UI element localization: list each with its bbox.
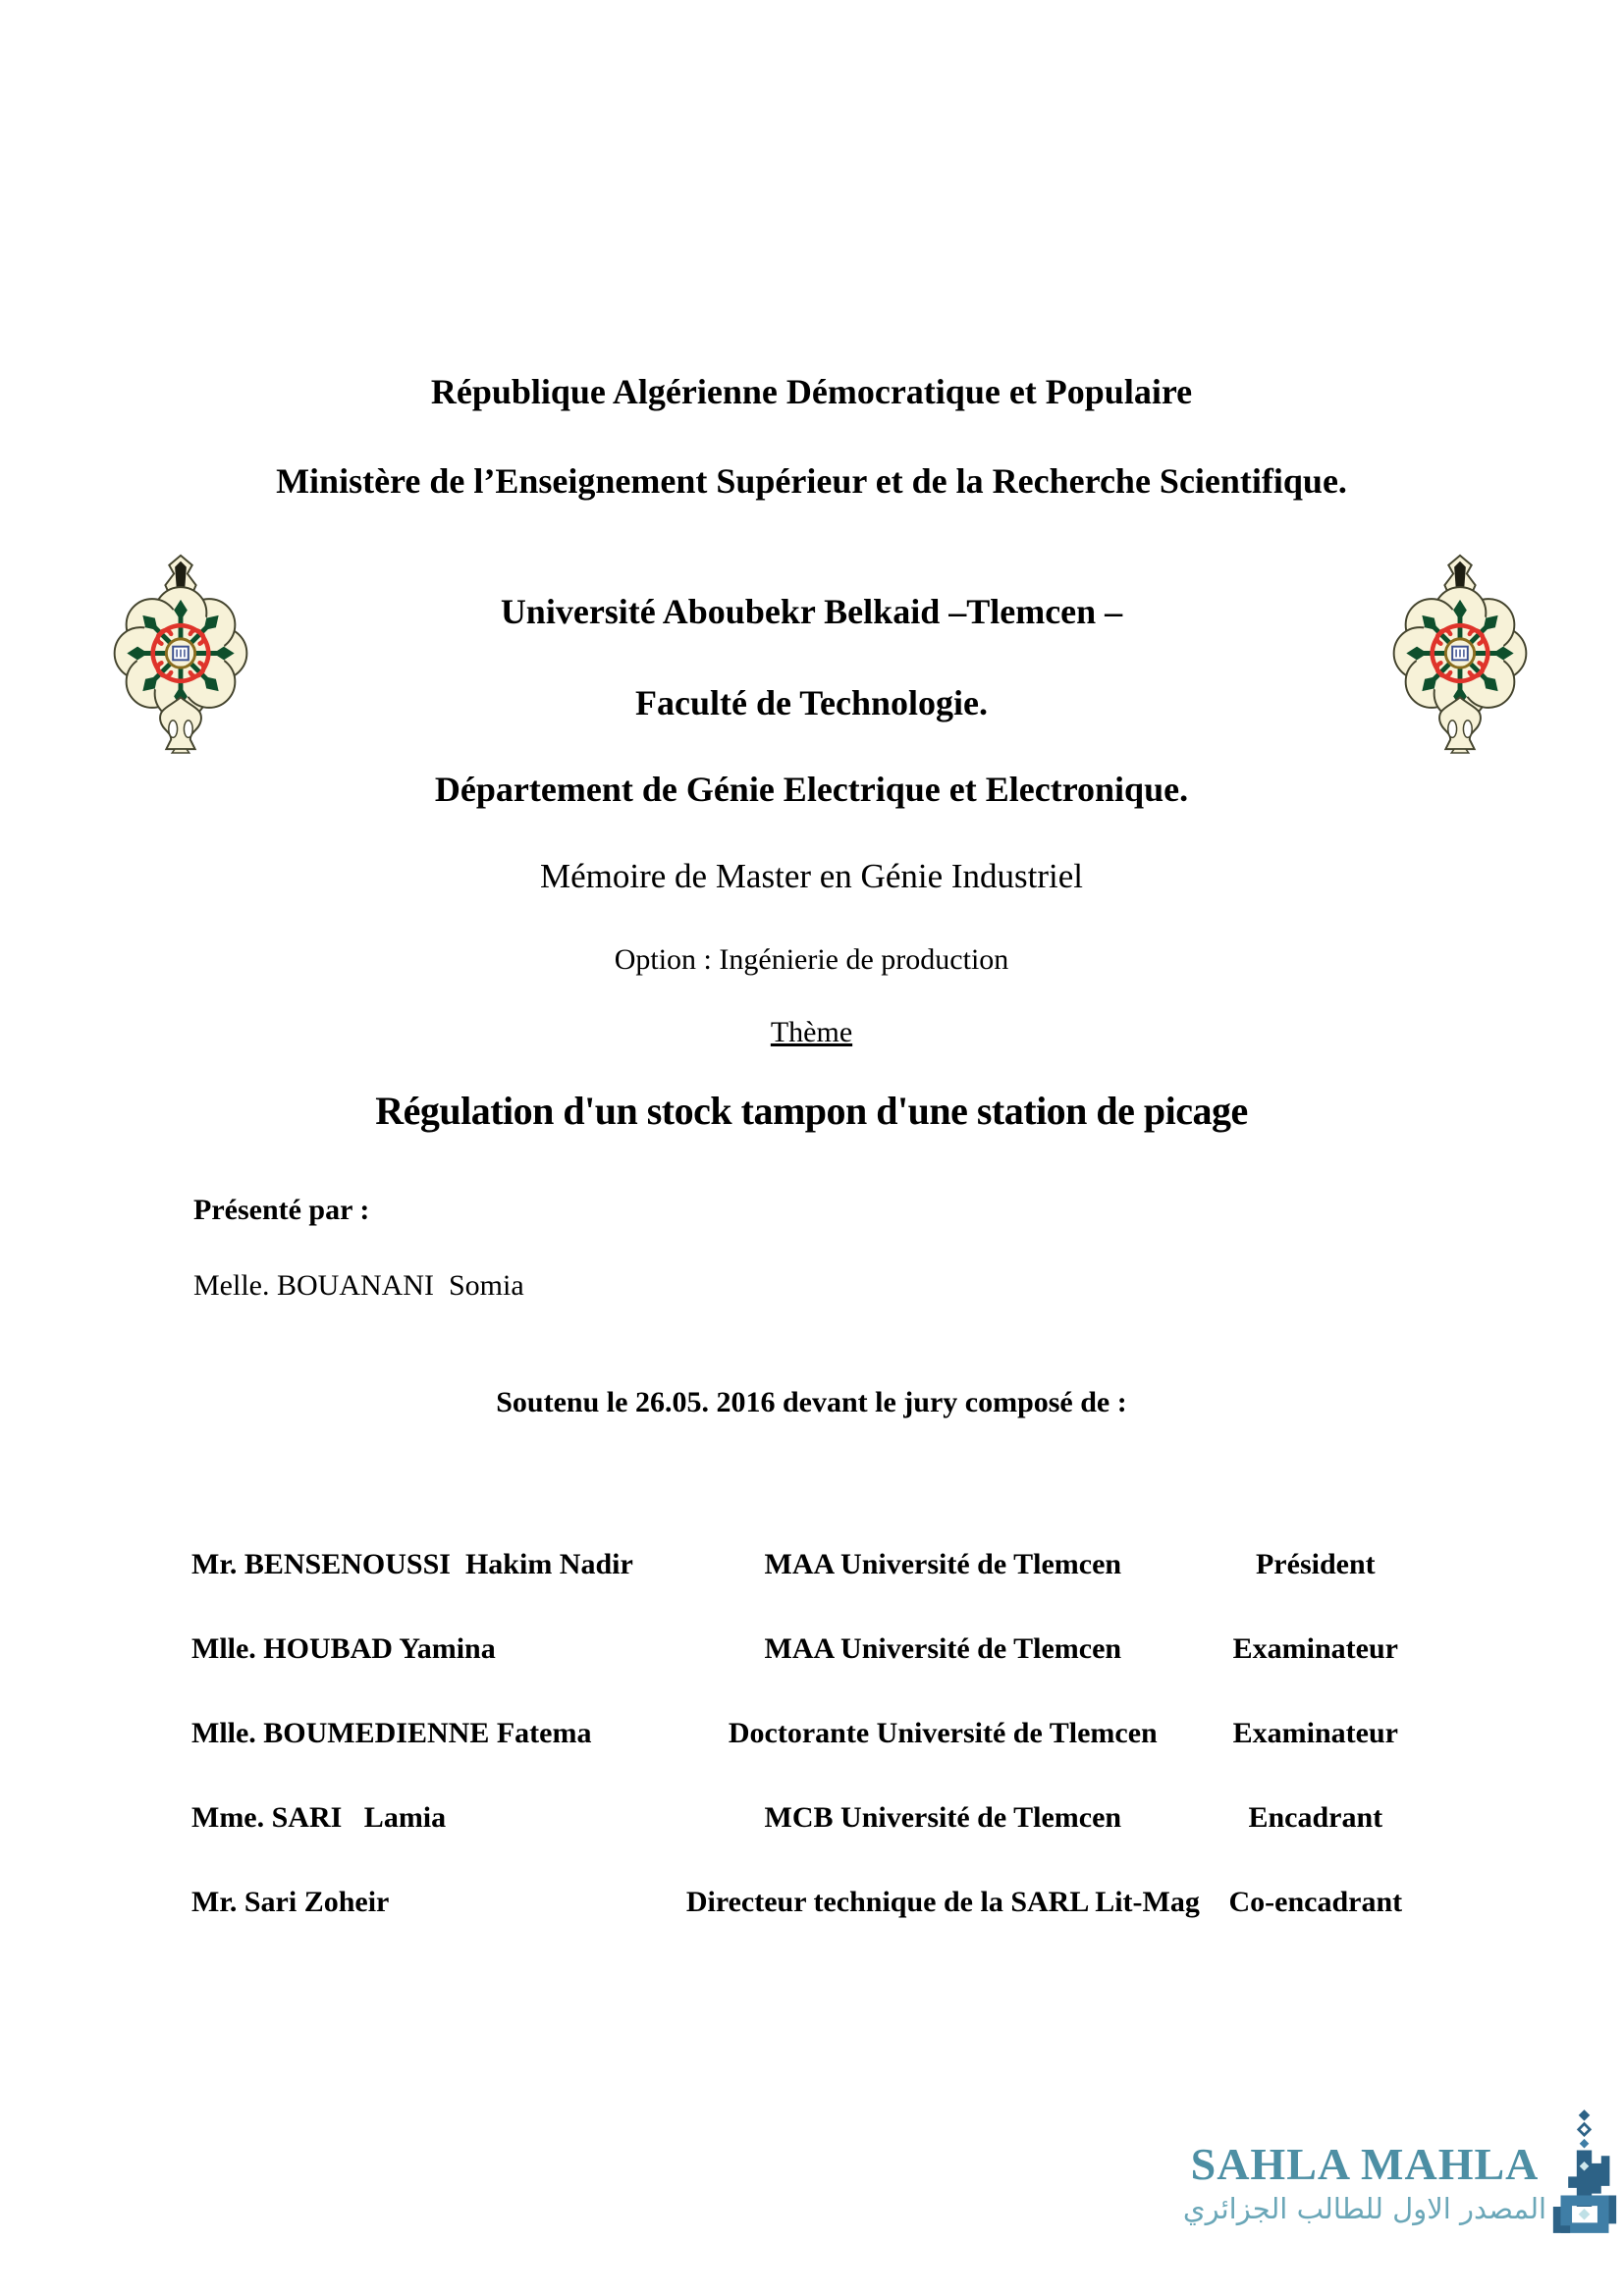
jury-member-affiliation: MAA Université de Tlemcen: [764, 1632, 1122, 1665]
header-republic: République Algérienne Démocratique et Populaire: [430, 372, 1193, 411]
tlemcen-university-emblem-right: [1387, 553, 1533, 754]
presented-by-name: Melle. BOUANANI Somia: [193, 1269, 524, 1302]
jury-member-role: Encadrant: [1248, 1801, 1383, 1834]
university-name: Université Aboubekr Belkaid –Tlemcen –: [500, 592, 1123, 631]
jury-row: [191, 1548, 1434, 1587]
department-name: Département de Génie Electrique et Electronique.: [434, 770, 1189, 809]
jury-row: [191, 1717, 1434, 1756]
defense-line: Soutenu le 26.05. 2016 devant le jury composé de :: [496, 1386, 1127, 1418]
jury-member-name: Mr. Sari Zoheir: [191, 1886, 390, 1918]
header-ministry: Ministère de l’Enseignement Supérieur et de la Recherche Scientifique.: [276, 461, 1347, 501]
jury-member-name: Mlle. HOUBAD Yamina: [191, 1632, 496, 1665]
jury-member-role: Examinateur: [1232, 1632, 1398, 1665]
tlemcen-university-emblem-left: [108, 553, 253, 754]
jury-member-name: Mr. BENSENOUSSI Hakim Nadir: [191, 1548, 633, 1580]
jury-member-affiliation: Directeur technique de la SARL Lit-Mag: [685, 1886, 1200, 1918]
jury-member-affiliation: Doctorante Université de Tlemcen: [728, 1717, 1158, 1749]
brand-wordmark: SAHLA MAHLA: [1190, 2139, 1540, 2189]
jury-member-affiliation: MAA Université de Tlemcen: [764, 1548, 1122, 1580]
jury-row: [191, 1886, 1434, 1925]
degree-line: Mémoire de Master en Génie Industriel: [539, 857, 1083, 895]
theme-label-text: Thème: [770, 1016, 853, 1048]
jury-member-role: Président: [1255, 1548, 1376, 1580]
jury-list: [191, 1548, 1434, 1970]
jury-member-affiliation: MCB Université de Tlemcen: [764, 1801, 1122, 1834]
jury-member-role: Co-encadrant: [1228, 1886, 1403, 1918]
jury-member-name: Mme. SARI Lamia: [191, 1801, 447, 1834]
jury-member-role: Examinateur: [1232, 1717, 1398, 1749]
sahla-mahla-logo: [1168, 2138, 1561, 2225]
option-line: Option : Ingénierie de production: [614, 943, 1009, 976]
jury-row: [191, 1801, 1434, 1841]
brand-tagline-arabic: المصدر الاول للطالب الجزائري: [1182, 2192, 1547, 2225]
presented-by-label: Présenté par :: [193, 1194, 370, 1226]
thesis-title: Régulation d'un stock tampon d'une station de picage: [375, 1089, 1248, 1133]
faculty-name: Faculté de Technologie.: [635, 683, 988, 722]
kufic-calligraphy-icon: [1549, 2109, 1620, 2236]
jury-row: [191, 1632, 1434, 1672]
theme-label: [0, 1016, 1623, 1049]
jury-member-name: Mlle. BOUMEDIENNE Fatema: [191, 1717, 592, 1749]
